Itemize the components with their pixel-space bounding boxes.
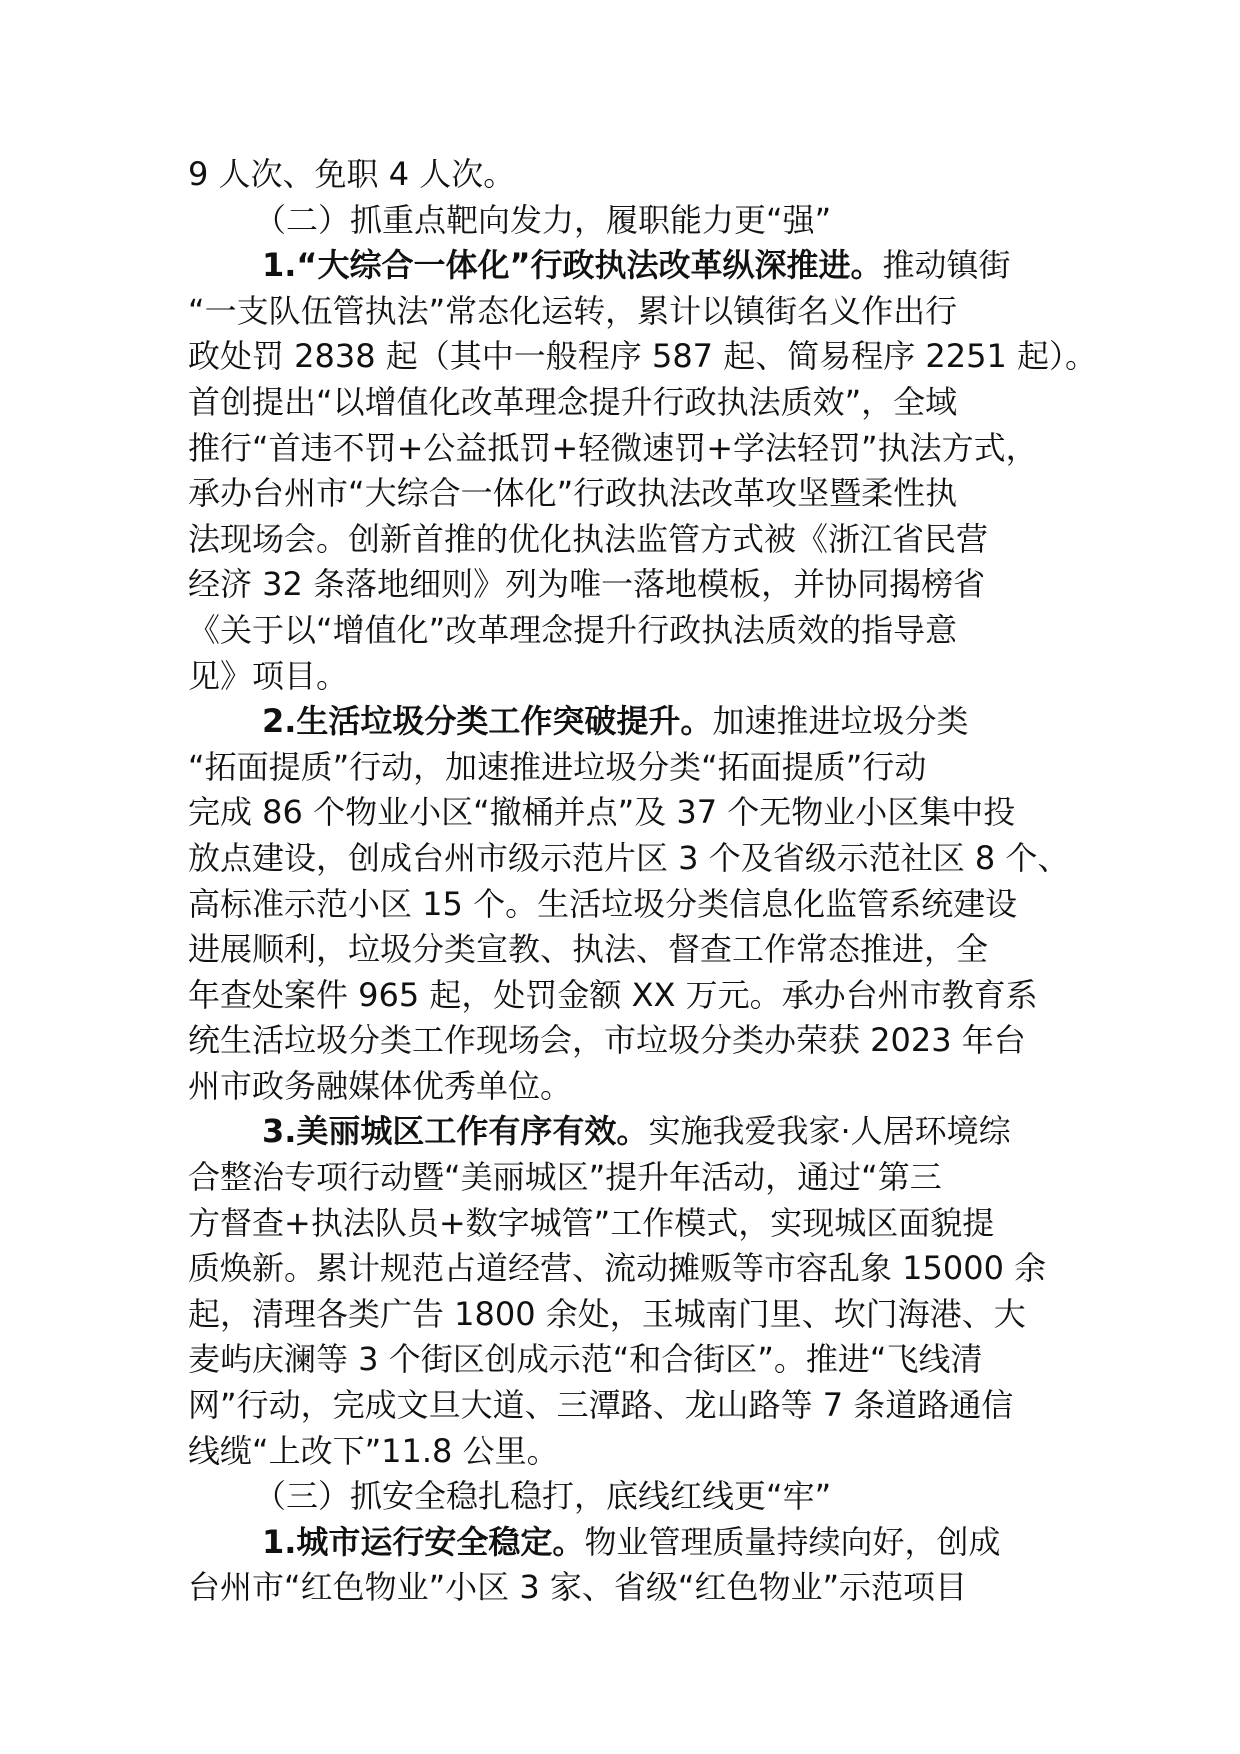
line-text: 质焕新。累计规范占道经营、流动摊贩等市容乱象 15000 余 (188, 1249, 1047, 1288)
line-text: 线缆“上改下”11.8 公里。 (188, 1431, 559, 1470)
line-text: 实施我爱我家·人居环境综 (648, 1112, 1011, 1151)
text-line (188, 1565, 1058, 1611)
text-line (188, 882, 1058, 928)
line-text: 麦屿庆澜等 3 个街区创成示范“和合街区”。推进“飞线清 (188, 1340, 983, 1379)
line-text: 承办台州市“大综合一体化”行政执法改革攻坚暨柔性执 (188, 474, 958, 513)
text-line (188, 654, 1058, 700)
line-text: 政处罚 2838 起（其中一般程序 587 起、简易程序 2251 起）。 (188, 337, 1097, 376)
line-text: 9 人次、免职 4 人次。 (188, 155, 516, 193)
text-line (188, 1292, 1058, 1338)
line-text: 放点建设，创成台州市级示范片区 3 个及省级示范社区 8 个、 (188, 838, 1070, 877)
paragraph-heading: 1.“大综合一体化”行政执法改革纵深推进。 (262, 246, 883, 285)
paragraph-heading: 3.美丽城区工作有序有效。 (262, 1112, 649, 1151)
line-text: 推动镇街 (882, 246, 1011, 285)
line-text: （三）抓安全稳扎稳打，底线红线更“牢” (254, 1477, 832, 1516)
line-text: 进展顺利，垃圾分类宣教、执法、督查工作常态推进，全 (188, 930, 989, 969)
line-text: 加速推进垃圾分类 (712, 702, 969, 741)
text-line (188, 1383, 1058, 1429)
text-line (188, 836, 1070, 882)
line-text: 《关于以“增值化”改革理念提升行政执法质效的指导意 (188, 610, 958, 649)
text-line (188, 973, 1058, 1019)
line-text: 首创提出“以增值化改革理念提升行政执法质效”，全域 (188, 382, 958, 421)
text-line (188, 1246, 1058, 1292)
text-line (188, 608, 1058, 654)
line-text: 见》项目。 (188, 656, 349, 695)
line-text: （二）抓重点靶向发力，履职能力更“强” (254, 200, 832, 239)
text-line (188, 471, 1058, 517)
text-line (188, 1429, 1058, 1475)
line-text: 完成 86 个物业小区“撤桶并点”及 37 个无物业小区集中投 (188, 793, 1016, 832)
text-line (188, 1201, 1058, 1247)
line-text: 网”行动，完成文旦大道、三潭路、龙山路等 7 条道路通信 (188, 1386, 1014, 1425)
text-line (188, 790, 1058, 836)
text-line (188, 1155, 1058, 1201)
section-heading (188, 1474, 1058, 1520)
line-text: 推行“首违不罚+公益抵罚+轻微速罚+学法轻罚”执法方式， (188, 428, 1038, 467)
text-line (188, 562, 1058, 608)
text-line (188, 1064, 1058, 1110)
line-text: 经济 32 条落地细则》列为唯一落地模板，并协同揭榜省 (188, 565, 986, 604)
text-line (188, 426, 1058, 472)
line-text: “一支队伍管执法”常态化运转，累计以镇街名义作出行 (188, 291, 958, 330)
line-text: 年查处案件 965 起，处罚金额 XX 万元。承办台州市教育系 (188, 975, 1038, 1014)
line-text: “拓面提质”行动，加速推进垃圾分类“拓面提质”行动 (188, 747, 927, 786)
text-line (188, 927, 1058, 973)
text-line (188, 334, 1097, 380)
paragraph-first-line (188, 699, 1058, 745)
paragraph-heading: 1.城市运行安全稳定。 (262, 1522, 585, 1561)
text-line (188, 380, 1058, 426)
line-text: 台州市“红色物业”小区 3 家、省级“红色物业”示范项目 (188, 1568, 968, 1607)
section-heading (188, 198, 1058, 244)
line-text: 方督查+执法队员+数字城管”工作模式，实现城区面貌提 (188, 1203, 995, 1242)
line-text: 物业管理质量持续向好，创成 (584, 1522, 1001, 1561)
paragraph-heading: 2.生活垃圾分类工作突破提升。 (262, 702, 713, 741)
line-text: 法现场会。创新首推的优化执法监管方式被《浙江省民营 (188, 519, 989, 558)
line-text: 合整治专项行动暨“美丽城区”提升年活动，通过“第三 (188, 1158, 942, 1197)
line-text: 州市政务融媒体优秀单位。 (188, 1066, 573, 1105)
line-text: 高标准示范小区 15 个。生活垃圾分类信息化监管系统建设 (188, 884, 1018, 923)
text-line (188, 1018, 1058, 1064)
text-line (188, 1337, 1058, 1383)
text-line (188, 745, 1058, 791)
text-line (188, 517, 1058, 563)
document-body (188, 152, 1097, 1611)
line-text: 统生活垃圾分类工作现场会，市垃圾分类办荣获 2023 年台 (188, 1021, 1026, 1060)
line-text: 起，清理各类广告 1800 余处，玉城南门里、坎门海港、大 (188, 1294, 1026, 1333)
text-line (188, 289, 1058, 335)
paragraph-first-line (188, 1520, 1058, 1566)
paragraph-first-line (188, 1109, 1058, 1155)
text-line (188, 152, 1058, 198)
paragraph-first-line (188, 243, 1058, 289)
